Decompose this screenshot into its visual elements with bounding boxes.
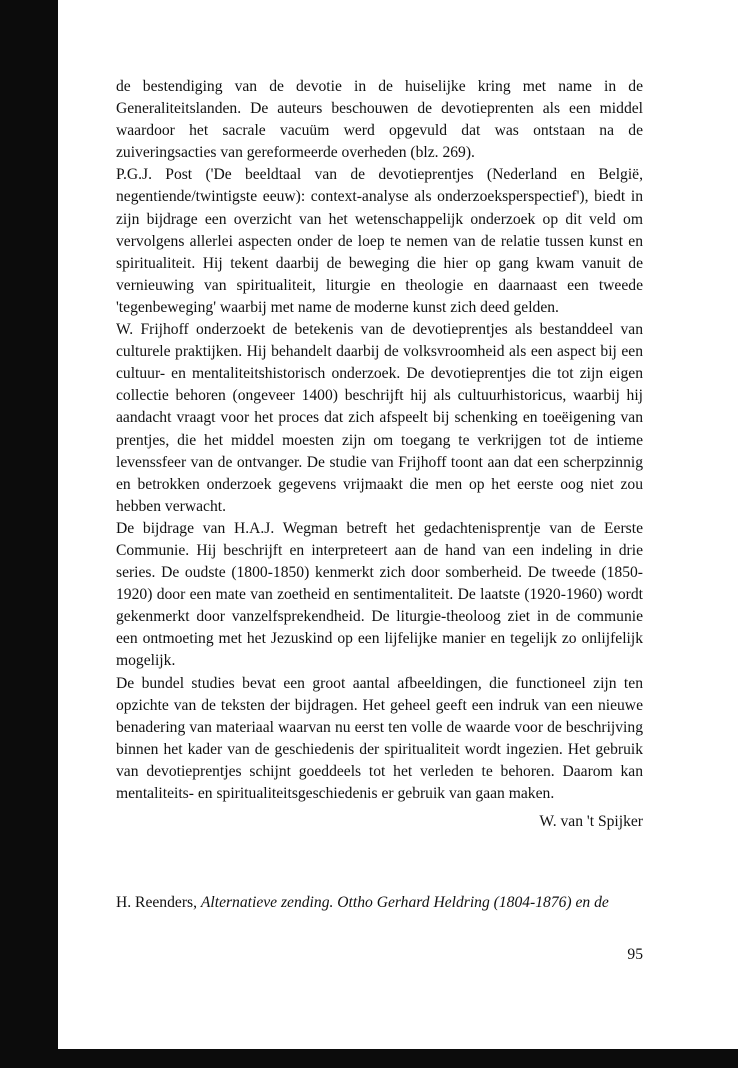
review-signature: W. van 't Spijker (539, 813, 643, 831)
paragraph-1: de bestendiging van de devotie in de huiselijke kring met name in de Generaliteitslanden. De auteurs beschouwen de devotieprenten als een middel waardoor het sacrale vacuüm werd opgevuld dat was ontstaan na de zuiveringsacties van gereformeerde overheden (blz. 269). (116, 78, 643, 162)
next-review-heading (116, 892, 643, 914)
next-review-author: H. Reenders, (116, 894, 201, 911)
scan-bottom-border (58, 1049, 738, 1068)
next-review-title: Alternatieve zending. Ottho Gerhard Heldring (1804-1876) en de (200, 894, 609, 911)
paragraph-4: De bijdrage van H.A.J. Wegman betreft het gedachtenisprentje van de Eerste Communie. Hij beschrijft en interpreteert aan de hand van een indeling in drie series. De oudste (1800-1850) kenmerkt zich door somberheid. De tweede (1850-1920) door een mate van zoetheid en sentimentaliteit. De laatste (1920-1960) wordt gekenmerkt door vanzelfsprekendheid. De liturgie-theoloog ziet in de communie een ontmoeting met het Jezuskind op een lijfelijke manier en tegelijk zo onlijfelijk mogelijk. (116, 519, 643, 670)
scan-left-border (0, 0, 58, 1068)
page-number: 95 (627, 946, 643, 963)
paragraph-5: De bundel studies bevat een groot aantal afbeeldingen, die functioneel zijn ten opzichte van de teksten der bijdragen. Het geheel geeft een indruk van een nieuwe benadering van materiaal waarvan nu eerst ten volle de waarde voor de beschrijving binnen het kader van de geschiedenis der spiritualiteit wordt ingezien. Het gebruik van devotieprentjes schijnt goeddeels tot het verleden te behoren. Daarom kan mentaliteits- en spiritualiteitsgeschiedenis er gebruik van gaan maken. (116, 674, 643, 802)
paragraph-2: P.G.J. Post ('De beeldtaal van de devotieprentjes (Nederland en België, negentiende/twintigste eeuw): context-analyse als onderzoeksperspectief'), biedt in zijn bijdrage een overzicht van het wetenschappelijk onderzoek op dit veld om vervolgens allerlei aspecten onder de loep te nemen van de relatie tussen kunst en spiritualiteit. Hij tekent daarbij de beweging die hier op gang kwam vanuit de vernieuwing van spiritualiteit, liturgie en theologie en daarnaast een tweede 'tegenbeweging' waarbij met name de moderne kunst zich deed gelden. (116, 166, 643, 316)
paragraph-3: W. Frijhoff onderzoekt de betekenis van de devotieprentjes als bestanddeel van culturele praktijken. Hij behandelt daarbij de volksvroomheid als een aspect bij een cultuur- en mentaliteitshistorisch onderzoek. De devotieprentjes die tot zijn eigen collectie behoren (ongeveer 1400) beschrijft hij als cultuurhistoricus, waarbij hij aandacht vraagt voor het proces dat zich afspeelt bij schenking en toeëigening van prentjes, die het middel moesten zijn om toegang te verkrijgen tot de intieme levenssfeer van de ontvanger. De studie van Frijhoff toont aan dat een scherpzinnig en betrokken onderzoek gegevens vrijmaakt die men op het eerste oog niet zou hebben verwacht. (116, 321, 643, 515)
page-body (116, 76, 643, 833)
